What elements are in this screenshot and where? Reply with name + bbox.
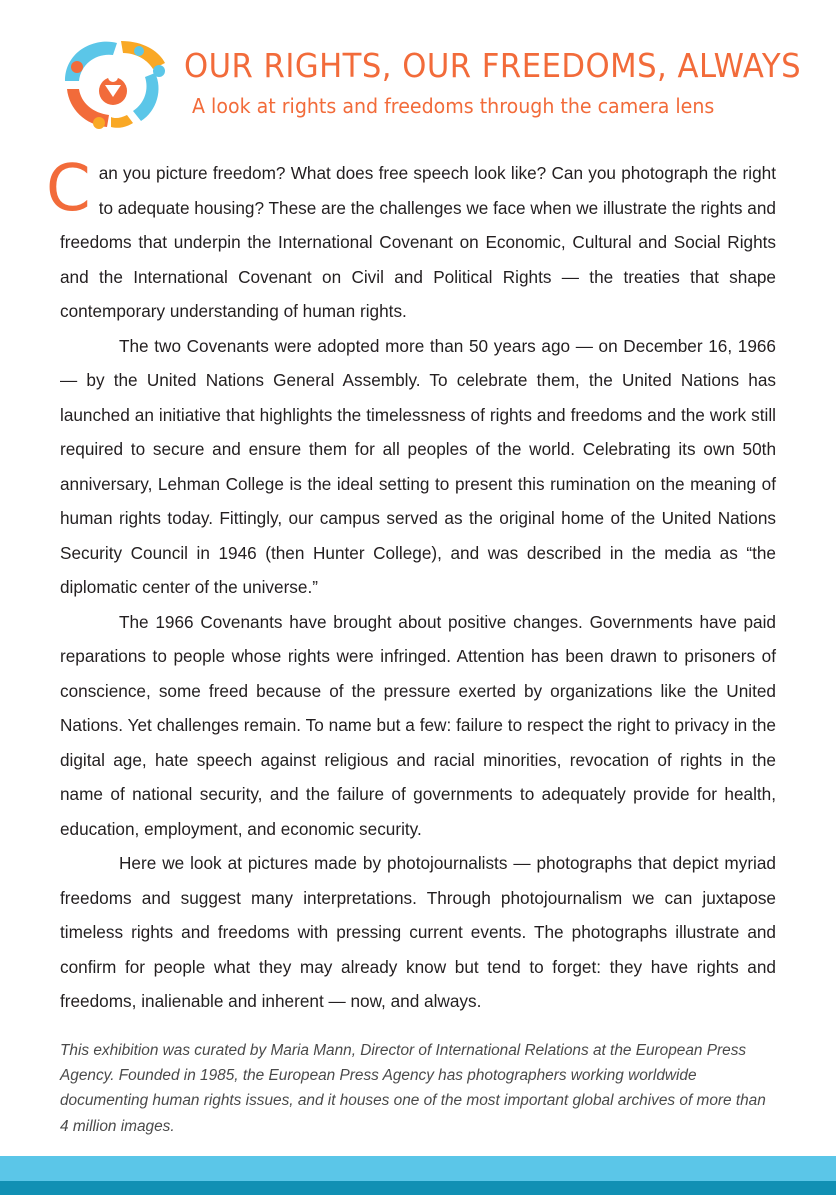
paragraph-1-text: an you picture freedom? What does free speech look like? Can you photograph the right to adequate housing? These are the challenges we face when we illustrate the rights and freedoms that underpin the International Covenant on Economic, Cultural and Social Rights and the International Covenant on Civil and Political Rights — the treaties that shape contemporary understanding of human rights.	[60, 163, 776, 321]
page-subtitle: A look at rights and freedoms through the camera lens	[192, 94, 715, 118]
footer-band-light	[0, 1156, 836, 1181]
page-title: OUR RIGHTS, OUR FREEDOMS, ALWAYS	[184, 46, 802, 85]
article-body	[46, 152, 776, 1019]
paragraph-3: The 1966 Covenants have brought about positive changes. Governments have paid reparations to people whose rights were infringed. Attention has been drawn to prisoners of conscience, some freed because of the pressure exerted by organizations like the United Nations. Yet challenges remain. To name but a few: failure to respect the right to privacy in the digital age, hate speech against religious and racial minorities, revocation of rights in the name of national security, and the failure of governments to adequately provide for health, education, employment, and economic security.	[60, 611, 776, 839]
paragraph-4: Here we look at pictures made by photojournalists — photographs that depict myriad freedoms and suggest many interpretations. Through photojournalism we can juxtapose timeless rights and freedoms with pressing current events. The photographs illustrate and confirm for people what they may already know but tend to forget: they have rights and freedoms, inalienable and inherent — now, and always.	[60, 853, 776, 1011]
footer-band-dark	[0, 1181, 836, 1195]
curator-credit: This exhibition was curated by Maria Mann, Director of International Relations at the European Press Agency. Founded in 1985, the European Press Agency has photographers working worldwide documenting human rights issues, and it houses one of the most important global archives of more than 4 million images.	[60, 1042, 766, 1135]
paragraph-1	[46, 152, 776, 329]
drop-cap: C	[46, 152, 91, 226]
people-circle-logo	[55, 33, 173, 133]
paragraph-2: The two Covenants were adopted more than 50 years ago — on December 16, 1966 — by the United Nations General Assembly. To celebrate them, the United Nations has launched an initiative that highlights the timelessness of rights and freedoms and the work still required to secure and ensure them for all peoples of the world. Celebrating its own 50th anniversary, Lehman College is the ideal setting to present this rumination on the meaning of human rights today. Fittingly, our campus served as the original home of the United Nations Security Council in 1946 (then Hunter College), and was described in the media as “the diplomatic center of the universe.”	[60, 335, 776, 597]
